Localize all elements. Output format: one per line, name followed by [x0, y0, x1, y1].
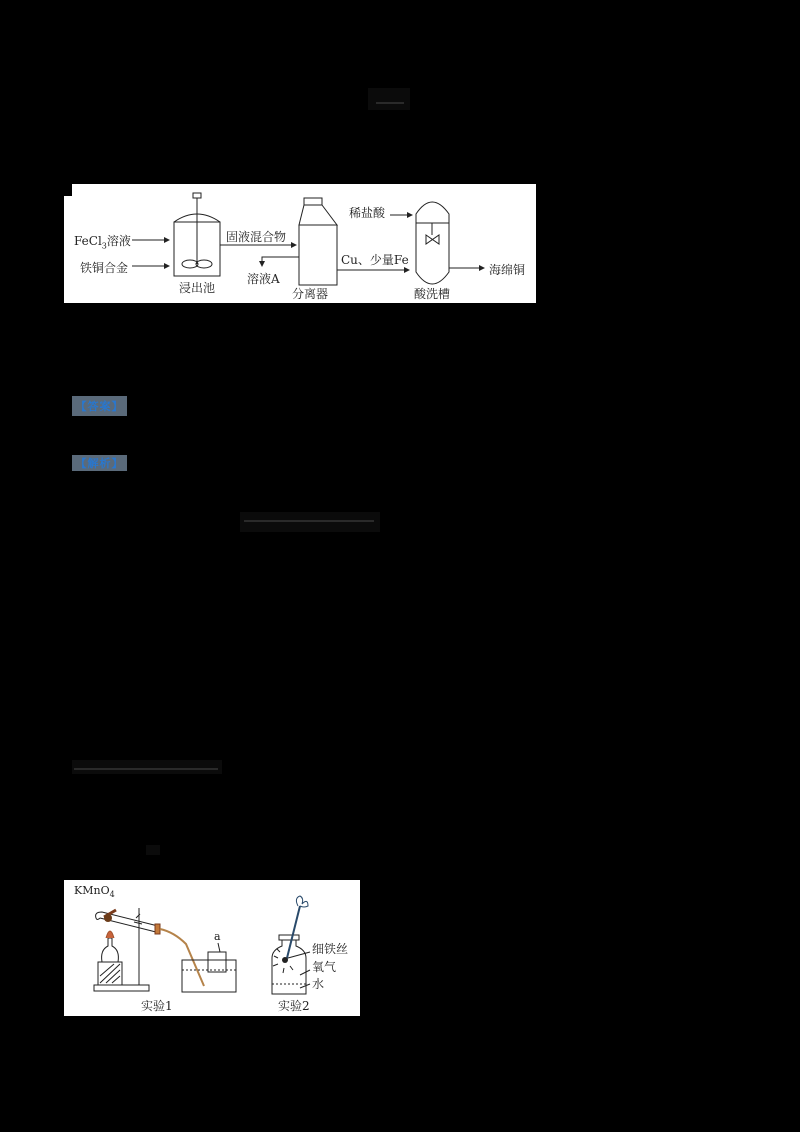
input-alloy-label: 铁铜合金 — [80, 261, 129, 275]
oxygen-label: 氧气 — [312, 960, 337, 974]
solution-a-label: 溶液A — [247, 272, 280, 286]
experiment1-label: 实验1 — [141, 999, 173, 1013]
analysis-badge: 【解析】 — [72, 455, 127, 471]
product-label: 海绵铜 — [489, 263, 526, 277]
label-a: a — [214, 930, 221, 943]
input-fecl3-label: FeCl$_3$溶液 — [74, 234, 131, 251]
leach-tank-label: 浸出池 — [179, 281, 216, 295]
process-flow-diagram — [64, 184, 536, 303]
illegible-text-fragment-small — [146, 845, 160, 855]
kmno4-label: KMnO$_4$ — [74, 884, 115, 900]
experiment-diagram — [64, 880, 360, 1016]
illegible-text-fragment — [72, 760, 222, 774]
fine-iron-wire-label: 细铁丝 — [312, 942, 349, 956]
illegible-heading-fragment — [368, 88, 410, 110]
acid-wash-tank-label: 酸洗槽 — [414, 287, 451, 301]
experiment2-label: 实验2 — [278, 999, 310, 1013]
separator-label: 分离器 — [292, 287, 329, 301]
answer-badge: 【答案】 — [72, 396, 127, 416]
water-label: 水 — [312, 977, 325, 991]
solids-label: Cu、少量Fe — [341, 253, 409, 267]
dilute-hcl-label: 稀盐酸 — [349, 206, 386, 220]
illegible-formula-fragment — [240, 512, 380, 532]
mixture-label: 固液混合物 — [226, 230, 287, 244]
